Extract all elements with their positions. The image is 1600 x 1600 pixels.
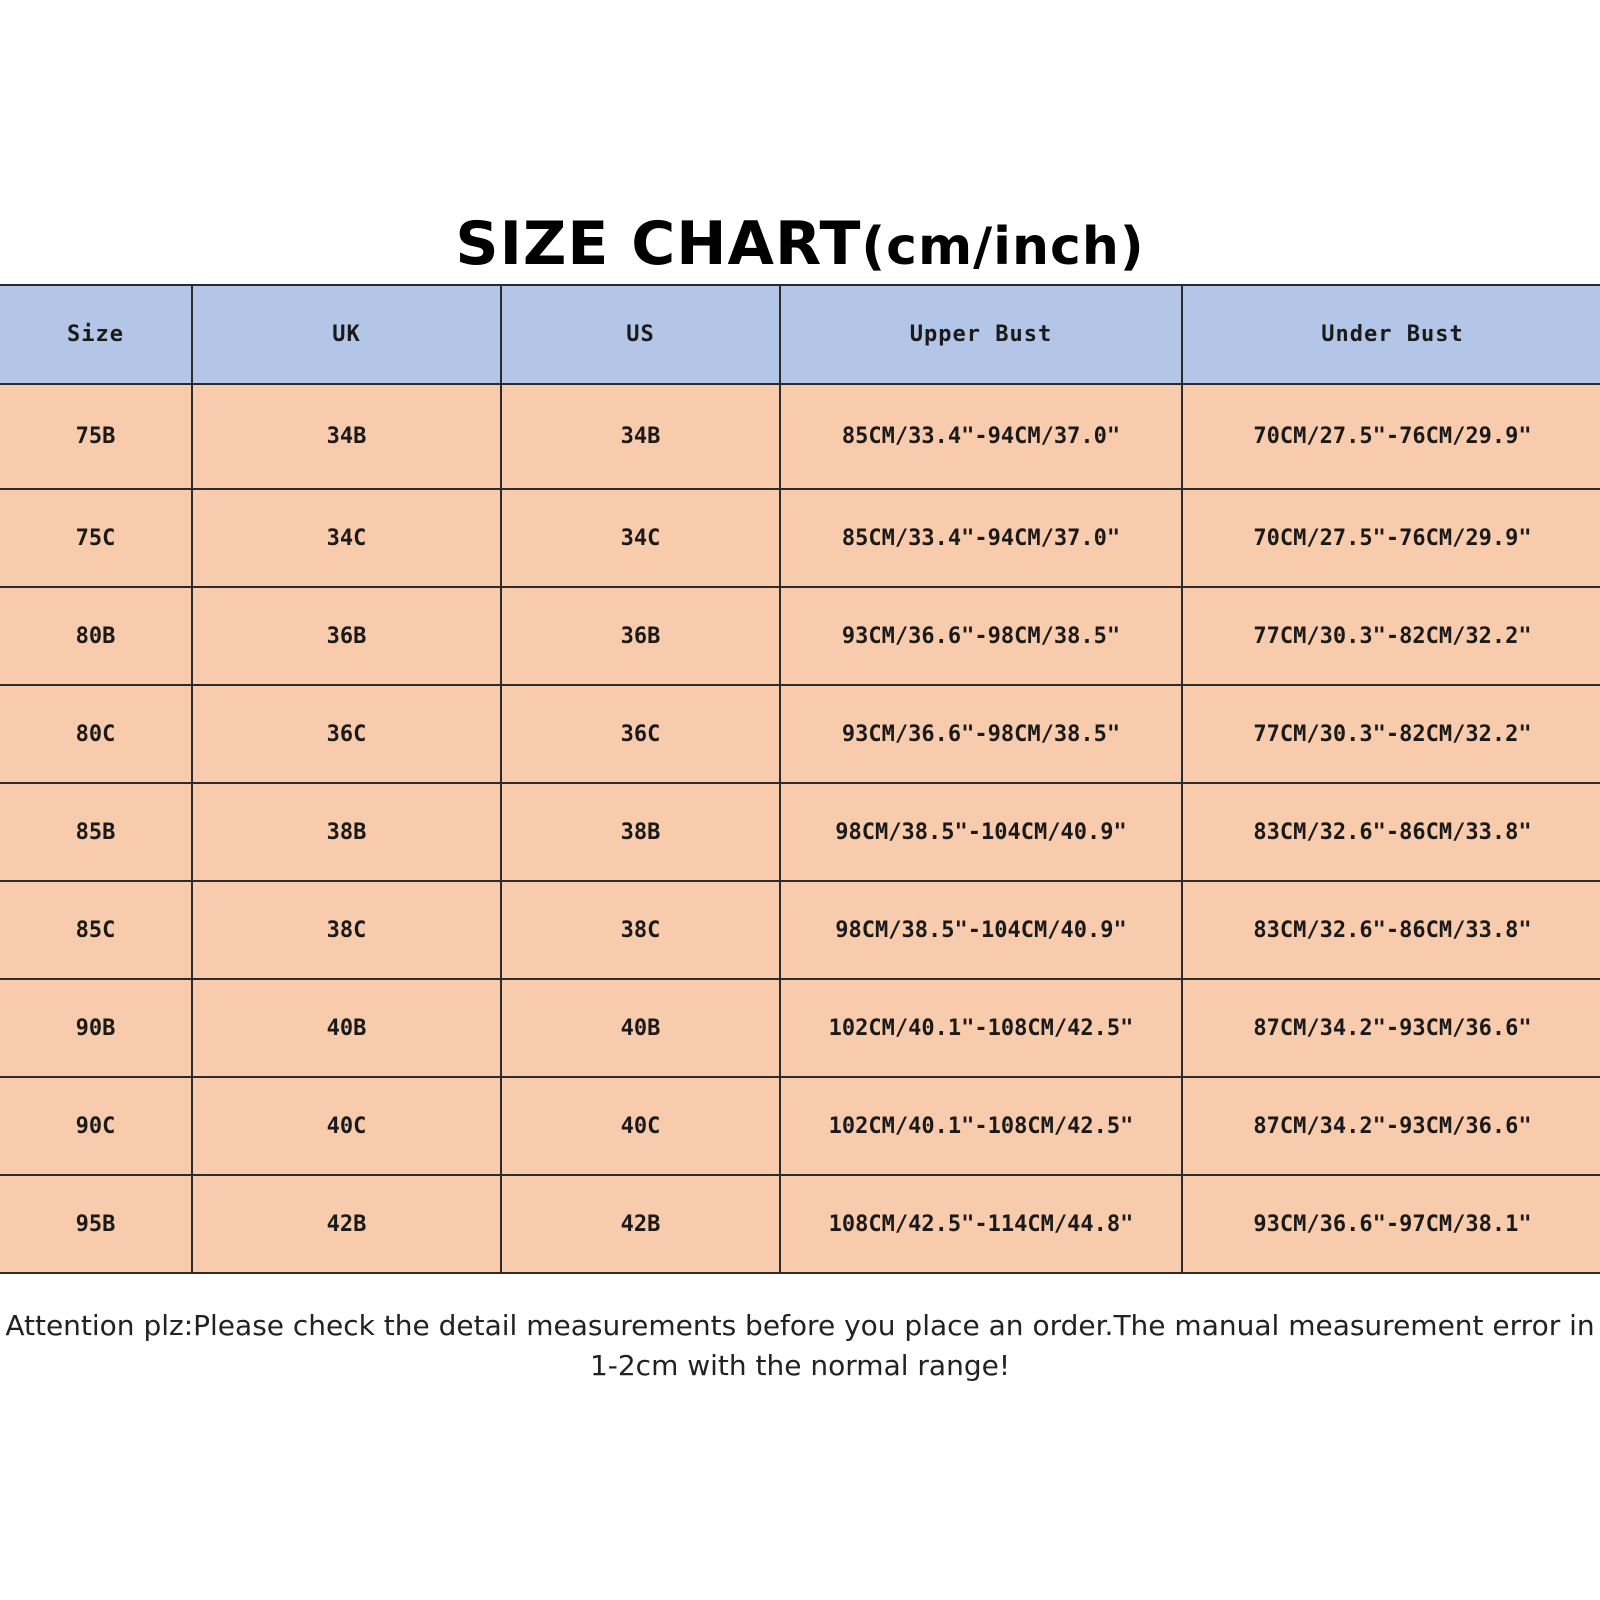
table-body (0, 384, 1600, 1273)
table-cell: 83CM/32.6"-86CM/33.8" (1182, 783, 1600, 881)
table-cell: 38C (192, 881, 501, 979)
table-cell: 93CM/36.6"-98CM/38.5" (780, 587, 1182, 685)
table-cell: 85CM/33.4"-94CM/37.0" (780, 384, 1182, 489)
table-cell: 36C (501, 685, 780, 783)
column-header: Upper Bust (780, 285, 1182, 384)
table-header (0, 285, 1600, 384)
table-cell: 36B (501, 587, 780, 685)
table-cell: 90B (0, 979, 192, 1077)
table-row (0, 979, 1600, 1077)
table-cell: 75C (0, 489, 192, 587)
table-cell: 98CM/38.5"-104CM/40.9" (780, 881, 1182, 979)
attention-note (0, 1306, 1600, 1386)
table-cell: 87CM/34.2"-93CM/36.6" (1182, 979, 1600, 1077)
table-row (0, 881, 1600, 979)
table-row (0, 1175, 1600, 1273)
table-cell: 85B (0, 783, 192, 881)
table-cell: 34C (501, 489, 780, 587)
column-header: Under Bust (1182, 285, 1600, 384)
table-cell: 34B (192, 384, 501, 489)
table-cell: 95B (0, 1175, 192, 1273)
table-row (0, 685, 1600, 783)
note-line-2: 1-2cm with the normal range! (589, 1349, 1011, 1382)
table-cell: 40C (192, 1077, 501, 1175)
header-row (0, 285, 1600, 384)
title-unit: (cm/inch) (861, 217, 1145, 277)
table-row (0, 587, 1600, 685)
table-cell: 38B (501, 783, 780, 881)
table-cell: 40C (501, 1077, 780, 1175)
table-cell: 70CM/27.5"-76CM/29.9" (1182, 384, 1600, 489)
table-cell: 77CM/30.3"-82CM/32.2" (1182, 685, 1600, 783)
table-cell: 102CM/40.1"-108CM/42.5" (780, 1077, 1182, 1175)
table-cell: 83CM/32.6"-86CM/33.8" (1182, 881, 1600, 979)
table-cell: 85CM/33.4"-94CM/37.0" (780, 489, 1182, 587)
table-cell: 80C (0, 685, 192, 783)
table-cell: 87CM/34.2"-93CM/36.6" (1182, 1077, 1600, 1175)
column-header: US (501, 285, 780, 384)
table-cell: 42B (501, 1175, 780, 1273)
table-cell: 40B (192, 979, 501, 1077)
table-cell: 98CM/38.5"-104CM/40.9" (780, 783, 1182, 881)
table-cell: 70CM/27.5"-76CM/29.9" (1182, 489, 1600, 587)
table-row (0, 783, 1600, 881)
table-cell: 80B (0, 587, 192, 685)
table-cell: 108CM/42.5"-114CM/44.8" (780, 1175, 1182, 1273)
title-main: SIZE CHART (455, 209, 862, 279)
table-cell: 102CM/40.1"-108CM/42.5" (780, 979, 1182, 1077)
table-cell: 34B (501, 384, 780, 489)
table-cell: 36C (192, 685, 501, 783)
table-cell: 36B (192, 587, 501, 685)
table-cell: 75B (0, 384, 192, 489)
size-table (0, 284, 1600, 1274)
column-header: Size (0, 285, 192, 384)
table-cell: 77CM/30.3"-82CM/32.2" (1182, 587, 1600, 685)
note-line-1: Attention plz:Please check the detail measurements before you place an order.The manual measurement error in (5, 1309, 1595, 1342)
column-header: UK (192, 285, 501, 384)
table-cell: 93CM/36.6"-98CM/38.5" (780, 685, 1182, 783)
table-cell: 85C (0, 881, 192, 979)
table-row (0, 384, 1600, 489)
table-cell: 90C (0, 1077, 192, 1175)
table-cell: 34C (192, 489, 501, 587)
page-title (0, 208, 1600, 283)
table-cell: 38C (501, 881, 780, 979)
table-cell: 42B (192, 1175, 501, 1273)
table-row (0, 489, 1600, 587)
table-cell: 40B (501, 979, 780, 1077)
table-cell: 93CM/36.6"-97CM/38.1" (1182, 1175, 1600, 1273)
table-row (0, 1077, 1600, 1175)
table-cell: 38B (192, 783, 501, 881)
